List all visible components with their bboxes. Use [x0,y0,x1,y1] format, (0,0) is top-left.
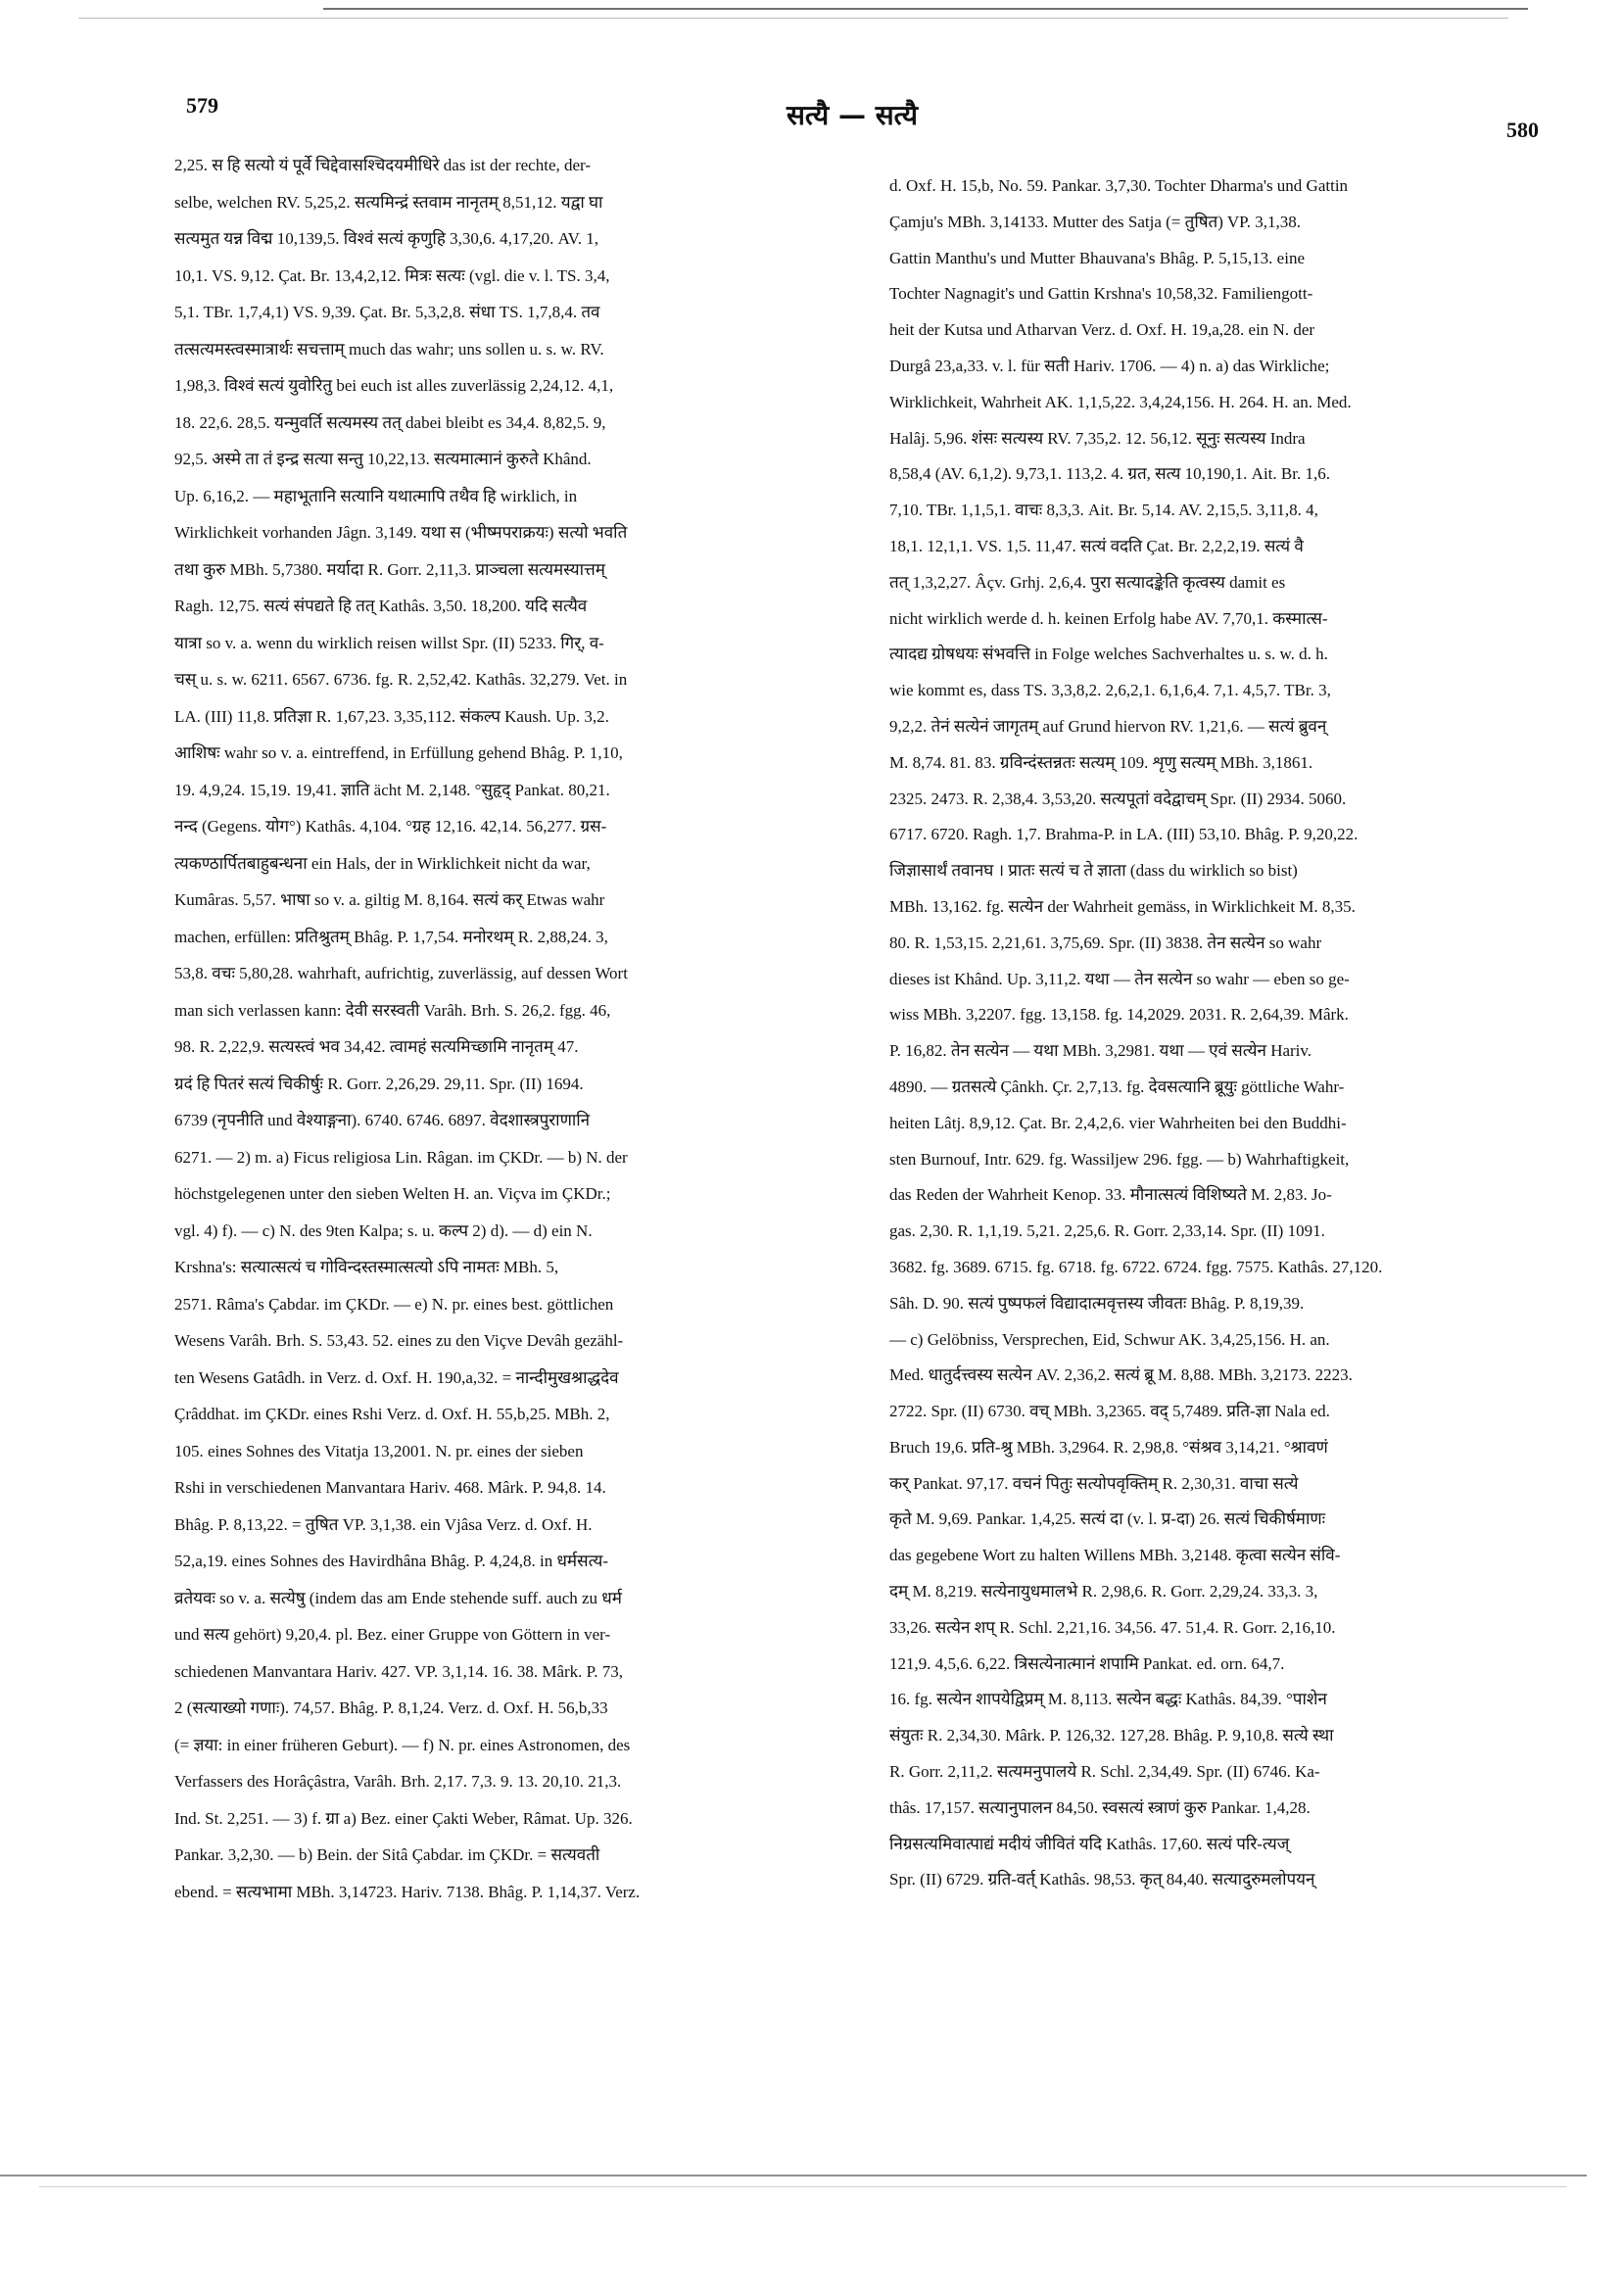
text-line: 53,8. वचः 5,80,28. wahrhaft, aufrichtig, zuverlässig, auf dessen Wort [174,964,628,982]
text-line: Med. धातुर्दत्त्वस्य सत्येन AV. 2,36,2. सत्यं ब्रू M. 8,88. MBh. 3,2173. 2223. [889,1365,1353,1385]
text-line: दम् M. 8,219. सत्येनायुधमालभे R. 2,98,6. R. Gorr. 2,29,24. 33,3. 3, [889,1582,1318,1602]
text-line: wie kommt es, dass TS. 3,3,8,2. 2,6,2,1. 6,1,6,4. 7,1. 4,5,7. TBr. 3, [889,681,1331,700]
text-line: व्रतेयवः so v. a. सत्येषु (indem das am Ende stehende suff. auch zu धर्म [174,1588,622,1607]
text-line: Sâh. D. 90. सत्यं पुष्पफलं विद्यादात्मवृत्तस्य जीवतः Bhâg. P. 8,19,39. [889,1293,1305,1313]
text-line: 8,58,4 (AV. 6,1,2). 9,73,1. 113,2. 4. ग्रत, सत्य 10,190,1. Ait. Br. 1,6. [889,464,1330,484]
text-line: wiss MBh. 3,2207. fgg. 13,158. fg. 14,2029. 2031. R. 2,64,39. Mârk. [889,1005,1349,1025]
text-line: — c) Gelöbniss, Versprechen, Eid, Schwur AK. 3,4,25,156. H. an. [889,1329,1330,1349]
text-line: P. 16,82. तेन सत्येन — यथा MBh. 3,2981. यथा — एवं सत्येन Hariv. [889,1041,1312,1061]
text-line: Gattin Manthu's und Mutter Bhauvana's Bhâg. P. 5,15,13. eine [889,248,1305,267]
text-line: heiten Lâtj. 8,9,12. Çat. Br. 2,4,2,6. vier Wahrheiten bei den Buddhi- [889,1113,1347,1132]
text-line: M. 8,74. 81. 83. ग्रविन्दंस्तन्नतः सत्यम् 109. शृणु सत्यम् MBh. 3,1861. [889,752,1313,772]
text-line: Halâj. 5,96. शंसः सत्यस्य RV. 7,35,2. 12. 56,12. सूनुः सत्यस्य Indra [889,428,1306,448]
text-line: कर् Pankat. 97,17. वचनं पितुः सत्योपवृक्तिम् R. 2,30,31. वाचा सत्ये [889,1473,1299,1493]
text-line: कृते M. 9,69. Pankar. 1,4,25. सत्यं दा (v. l. प्र-दा) 26. सत्यं चिकीर्षमाणः [889,1509,1326,1529]
text-line: Ind. St. 2,251. — 3) f. ग्रा a) Bez. einer Çakti Weber, Râmat. Up. 326. [174,1808,633,1828]
text-line: 6271. — 2) m. a) Ficus religiosa Lin. Râgan. im ÇKDr. — b) N. der [174,1147,628,1167]
text-line: 2,25. स हि सत्यो यं पूर्वे चिद्देवासश्चिदयमीधिरे das ist der rechte, der- [174,156,592,174]
text-line: चस् u. s. w. 6211. 6567. 6736. fg. R. 2,52,42. Kathâs. 32,279. Vet. in [174,670,628,689]
text-line: 2325. 2473. R. 2,38,4. 3,53,20. सत्यपूतां वदेद्वाचम् Spr. (II) 2934. 5060. [889,789,1347,808]
text-line: तत्सत्यमस्त्वस्मात्रार्थः सचत्ताम् much das wahr; uns sollen u. s. w. RV. [174,339,604,359]
text-line: LA. (III) 11,8. प्रतिज्ञा R. 1,67,23. 3,35,112. संकल्प Kaush. Up. 3,2. [174,706,609,726]
bottom-rule [0,2175,1587,2176]
text-line: Tochter Nagnagit's und Gattin Krshna's 10,58,32. Familiengott- [889,284,1313,304]
text-line: 9,2,2. तेनं सत्येनं जागृतम् auf Grund hiervon RV. 1,21,6. — सत्यं ब्रुवन् [889,716,1327,736]
text-line: schiedenen Manvantara Hariv. 427. VP. 3,1,14. 16. 38. Mârk. P. 73, [174,1661,623,1681]
text-line: Wesens Varâh. Brh. S. 53,43. 52. eines zu den Viçve Devâh gezähl- [174,1331,624,1350]
text-line: Wirklichkeit vorhanden Jâgn. 3,149. यथा स (भीष्मपराक्रयः) सत्यो भवति [174,523,628,542]
text-line: Çamju's MBh. 3,14133. Mutter des Satja (= तुषित) VP. 3,1,38. [889,212,1301,231]
text-line: 2 (सत्याख्यो गणाः). 74,57. Bhâg. P. 8,1,24. Verz. d. Oxf. H. 56,b,33 [174,1698,608,1717]
text-line: यात्रा so v. a. wenn du wirklich reisen willst Spr. (II) 5233. गिर्, व- [174,633,604,652]
text-line: 6717. 6720. Ragh. 1,7. Brahma-P. in LA. (III) 53,10. Bhâg. P. 9,20,22. [889,825,1359,844]
text-line: nicht wirklich werde d. h. keinen Erfolg habe AV. 7,70,1. कस्मात्स- [889,608,1328,628]
text-line: तथा कुरु MBh. 5,7380. मर्यादा R. Gorr. 2,11,3. प्राञ्चला सत्यमस्यात्तम् [174,559,605,579]
text-line: Bhâg. P. 8,13,22. = तुषित VP. 3,1,38. ein Vjâsa Verz. d. Oxf. H. [174,1514,593,1534]
text-line: Bruch 19,6. प्रति-श्रु MBh. 3,2964. R. 2,98,8. °संश्रव 3,14,21. °श्रावणं [889,1437,1328,1457]
bottom-rule-secondary [39,2186,1567,2187]
text-line: Ragh. 12,75. सत्यं संपद्यते हि तत् Kathâs. 3,50. 18,200. यदि सत्यैव [174,597,588,615]
text-line: ten Wesens Gatâdh. in Verz. d. Oxf. H. 190,a,32. = नान्दीमुखश्राद्धदेव [174,1367,619,1387]
text-line: 105. eines Sohnes des Vitatja 13,2001. N. pr. eines der sieben [174,1441,584,1460]
text-line: आशिषः wahr so v. a. eintreffend, in Erfüllung gehend Bhâg. P. 1,10, [174,743,623,762]
text-line: 16. fg. सत्येन शापयेद्विप्रम् M. 8,113. सत्येन बद्धः Kathâs. 84,39. °पाशेन [889,1690,1327,1709]
left-column [174,147,840,1910]
top-rule-secondary [78,18,1508,19]
text-line: Durgâ 23,a,33. v. l. für सती Hariv. 1706. — 4) n. a) das Wirkliche; [889,356,1330,375]
text-line: निग्रसत्यमिवात्पाद्यं मदीयं जीवितं यदि Kathâs. 17,60. सत्यं परि-त्यज् [889,1834,1290,1853]
text-line: ebend. = सत्यभामा MBh. 3,14723. Hariv. 7138. Bhâg. P. 1,14,37. Verz. [174,1882,641,1901]
top-rule [323,8,1528,10]
text-line: vgl. 4) f). — c) N. des 9ten Kalpa; s. u. कल्प 2) d). — d) ein N. [174,1220,593,1240]
text-line: संयुतः R. 2,34,30. Mârk. P. 126,32. 127,28. Bhâg. P. 9,10,8. सत्ये स्था [889,1726,1334,1746]
text-line: जिज्ञासार्थं तवानघ । प्रातः सत्यं च ते ज्ञाता (dass du wirklich so bist) [889,861,1298,881]
text-line: MBh. 13,162. fg. सत्येन der Wahrheit gemäss, in Wirklichkeit M. 8,35. [889,896,1356,916]
text-line: man sich verlassen kann: देवी सरस्वती Varâh. Brh. S. 26,2. fgg. 46, [174,1000,611,1020]
text-line: das Reden der Wahrheit Kenop. 33. मौनात्सत्यं विशिष्यते M. 2,83. Jo- [889,1185,1332,1205]
running-head: सत्यै — सत्यै [786,99,919,131]
text-line: नन्द (Gegens. योग°) Kathâs. 4,104. °ग्रह 12,16. 42,14. 56,277. ग्रस- [174,817,607,836]
text-line: 3682. fg. 3689. 6715. fg. 6718. fg. 6722. 6724. fgg. 7575. Kathâs. 27,120. [889,1257,1383,1276]
text-line: 92,5. अस्मे ता तं इन्द्र सत्या सन्तु 10,22,13. सत्यमात्मानं कुरुते Khând. [174,450,592,468]
text-line: Verfassers des Horâçâstra, Varâh. Brh. 2,17. 7,3. 9. 13. 20,10. 21,3. [174,1772,622,1791]
text-line: सत्यमुत यन्न विद्म 10,139,5. विश्वं सत्यं कृणुहि 3,30,6. 4,17,20. AV. 1, [174,229,599,248]
text-line: R. Gorr. 2,11,2. सत्यमनुपालये R. Schl. 2,34,49. Spr. (II) 6746. Ka- [889,1762,1320,1782]
text-line: ग्रदं हि पितरं सत्यं चिकीर्षुः R. Gorr. 2,26,29. 29,11. Spr. (II) 1694. [174,1074,584,1093]
text-line: तत् 1,3,2,27. Âçv. Grhj. 2,6,4. पुरा सत्यादङ्केति कृत्वस्य damit es [889,572,1286,592]
text-line: 2722. Spr. (II) 6730. वच् MBh. 3,2365. वद् 5,7489. प्रति-ज्ञा Nala ed. [889,1402,1330,1421]
page-number-right: 580 [1506,118,1539,142]
text-line: 80. R. 1,53,15. 2,21,61. 3,75,69. Spr. (II) 3838. तेन सत्येन so wahr [889,933,1322,952]
text-line: Wirklichkeit, Wahrheit AK. 1,1,5,22. 3,4,24,156. H. 264. H. an. Med. [889,392,1352,411]
text-line: dieses ist Khând. Up. 3,11,2. यथा — तेन सत्येन so wahr — eben so ge- [889,969,1350,988]
text-line: gas. 2,30. R. 1,1,19. 5,21. 2,25,6. R. Gorr. 2,33,14. Spr. (II) 1091. [889,1221,1325,1241]
text-line: 98. R. 2,22,9. सत्यस्त्वं भव 34,42. त्वामहं सत्यमिच्छामि नानृतम् 47. [174,1037,579,1056]
text-line: 6739 (नृपनीति und वेश्याङ्गना). 6740. 6746. 6897. वेदशास्त्रपुराणानि [174,1111,591,1129]
right-column [889,168,1528,1898]
text-line: 52,a,19. eines Sohnes des Havirdhâna Bhâg. P. 4,24,8. in धर्मसत्य- [174,1552,609,1570]
text-line: Kumâras. 5,57. भाषा so v. a. giltig M. 8,164. सत्यं कर् Etwas wahr [174,890,605,909]
text-line: Krshna's: सत्यात्सत्यं च गोविन्दस्तस्मात्सत्यो ऽपि नामतः MBh. 5, [174,1258,559,1276]
text-line: heit der Kutsa und Atharvan Verz. d. Oxf. H. 19,a,28. ein N. der [889,320,1315,340]
text-line: und सत्य gehört) 9,20,4. pl. Bez. einer Gruppe von Göttern in ver- [174,1625,611,1644]
text-line: (= ज्ञया: in einer früheren Geburt). — f) N. pr. eines Astronomen, des [174,1735,631,1754]
text-line: 19. 4,9,24. 15,19. 19,41. ज्ञाति ächt M. 2,148. °सुहृद् Pankat. 80,21. [174,780,610,799]
text-line: 5,1. TBr. 1,7,4,1) VS. 9,39. Çat. Br. 5,3,2,8. संधा TS. 1,7,8,4. तव [174,303,600,321]
text-line: 2571. Râma's Çabdar. im ÇKDr. — e) N. pr. eines best. göttlichen [174,1294,614,1314]
text-line: d. Oxf. H. 15,b, No. 59. Pankar. 3,7,30. Tochter Dharma's und Gattin [889,176,1349,195]
text-line: 18. 22,6. 28,5. यन्मुवर्ति सत्यमस्य तत् dabei bleibt es 34,4. 8,82,5. 9, [174,412,606,432]
text-line: Çrâddhat. im ÇKDr. eines Rshi Verz. d. Oxf. H. 55,b,25. MBh. 2, [174,1405,610,1423]
text-line: machen, erfüllen: प्रतिश्रुतम् Bhâg. P. 1,7,54. मनोरथम् R. 2,88,24. 3, [174,927,608,946]
text-line: 121,9. 4,5,6. 6,22. त्रिसत्येनात्मानं शपामि Pankat. ed. orn. 64,7. [889,1653,1285,1673]
text-line: thâs. 17,157. सत्यानुपालन 84,50. स्वसत्यं स्त्राणं कुरु Pankar. 1,4,28. [889,1797,1311,1817]
text-line: das gegebene Wort zu halten Willens MBh. 3,2148. कृत्वा सत्येन संवि- [889,1546,1341,1565]
text-line: 1,98,3. विश्वं सत्यं युवोरितु bei euch ist alles zuverlässig 2,24,12. 4,1, [174,376,614,395]
text-line: त्यादद्य ग्रोषधयः संभवत्ति in Folge welches Sachverhaltes u. s. w. d. h. [889,645,1328,664]
text-line: 4890. — ग्रतसत्ये Çânkh. Çr. 2,7,13. fg. देवसत्यानि ब्रूयुः göttliche Wahr- [889,1076,1345,1096]
text-line: Spr. (II) 6729. ग्रति-वर्त् Kathâs. 98,53. कृत् 84,40. सत्यादुरुमलोपयन् [889,1870,1315,1889]
page-number-left: 579 [186,93,218,118]
text-line: selbe, welchen RV. 5,25,2. सत्यमिन्द्रं स्तवाम नानृतम् 8,51,12. यद्वा घा [174,192,603,212]
text-line: 18,1. 12,1,1. VS. 1,5. 11,47. सत्यं वदति Çat. Br. 2,2,2,19. सत्यं वै [889,536,1304,555]
text-line: त्यकण्ठार्पितबाहुबन्धना ein Hals, der in Wirklichkeit nicht da war, [174,853,591,873]
text-line: Pankar. 3,2,30. — b) Bein. der Sitâ Çabdar. im ÇKDr. = सत्यवती [174,1845,600,1864]
text-line: 7,10. TBr. 1,1,5,1. वाचः 8,3,3. Ait. Br. 5,14. AV. 2,15,5. 3,11,8. 4, [889,501,1318,520]
text-line: höchstgelegenen unter den sieben Welten H. an. Viçva im ÇKDr.; [174,1184,611,1203]
text-line: sten Burnouf, Intr. 629. fg. Wassiljew 296. fgg. — b) Wahrhaftigkeit, [889,1149,1350,1169]
text-line: Rshi in verschiedenen Manvantara Hariv. 468. Mârk. P. 94,8. 14. [174,1478,606,1497]
text-line: 33,26. सत्येन शप् R. Schl. 2,21,16. 34,56. 47. 51,4. R. Gorr. 2,16,10. [889,1617,1336,1637]
text-line: Up. 6,16,2. — महाभूतानि सत्यानि यथात्मापि तथैव हि wirklich, in [174,486,578,505]
text-line: 10,1. VS. 9,12. Çat. Br. 13,4,2,12. मित्रः सत्यः (vgl. die v. l. TS. 3,4, [174,265,610,285]
